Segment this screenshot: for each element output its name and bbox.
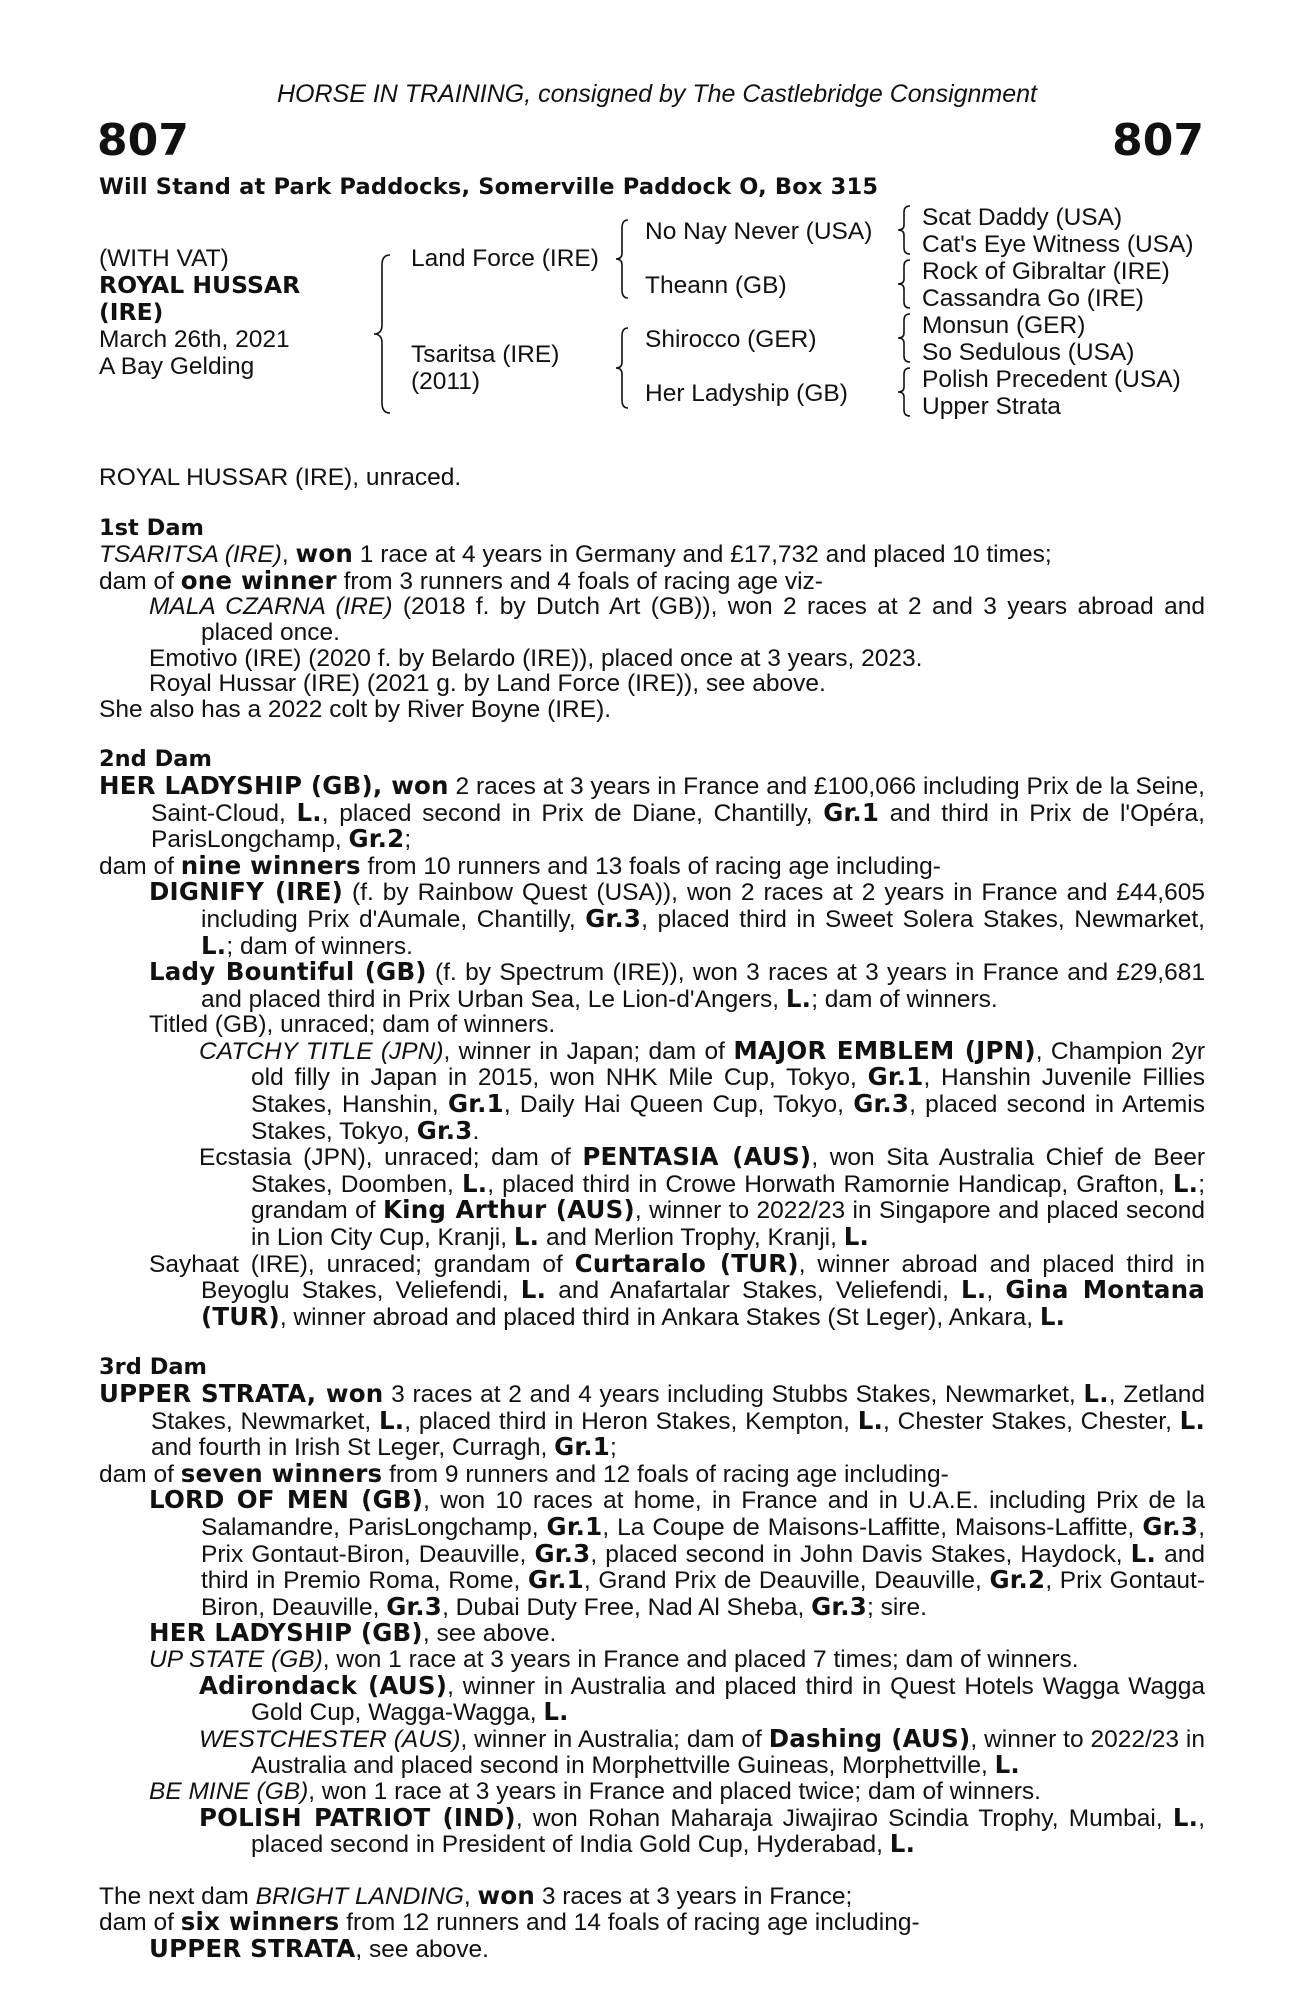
dam-dam: Her Ladyship (GB): [645, 380, 848, 407]
dam-sire: Shirocco (GER): [645, 326, 817, 353]
produce-entry: Emotivo (IRE) (2020 f. by Belardo (IRE)), placed once at 3 years, 2023.: [149, 644, 923, 672]
next-dam-record: The next dam BRIGHT LANDING, won 3 races at 3 years in France;: [99, 1880, 853, 1910]
ggp-3: Rock of Gibraltar (IRE): [922, 258, 1170, 285]
vat-note: (WITH VAT): [99, 245, 229, 272]
third-dam-produce-summary: dam of seven winners from 9 runners and 12 foals of racing age including-: [99, 1458, 949, 1488]
consignor-line: HORSE IN TRAINING, consigned by The Castlebridge Consignment: [276, 80, 1038, 108]
pedigree-bracket-sire: [614, 220, 632, 298]
pedigree-bracket-ggp-3: [896, 312, 914, 364]
produce-entry: Lady Bountiful (GB) (f. by Spectrum (IRE)), won 3 races at 3 years in France and £29,681 and placed third in Prix Urban Sea, Le Lion-d'Angers, L.; dam of winners.: [149, 957, 1205, 1013]
race-summary: ROYAL HUSSAR (IRE), unraced.: [99, 464, 462, 491]
produce-note: She also has a 2022 colt by River Boyne (IRE).: [99, 695, 612, 723]
pedigree-bracket-ggp-1: [896, 204, 914, 256]
pedigree-bracket-dam: [614, 328, 632, 408]
produce-entry: Ecstasia (JPN), unraced; dam of PENTASIA (AUS), won Sita Australia Chief de Beer Stakes, Doomben, L., placed third in Crowe Horwath Ramornie Handicap, Grafton, L.; grandam of King Arthur (AUS), winner to 2022/23 in Singapore and placed second in Lion City Cup, Kranji, L. and Merlion Trophy, Kranji, L.: [199, 1142, 1206, 1252]
produce-entry: MALA CZARNA (IRE) (2018 f. by Dutch Art (GB)), won 2 races at 2 and 3 years abroad and placed once.: [149, 593, 1205, 646]
ggp-2: Cat's Eye Witness (USA): [922, 231, 1194, 258]
horse-name-suffix: (IRE): [99, 298, 164, 326]
horse-name: ROYAL HUSSAR: [99, 271, 301, 299]
first-dam-name: TSARITSA (IRE): [99, 541, 282, 569]
produce-entry: LORD OF MEN (GB), won 10 races at home, in France and in U.A.E. including Prix de la Salamandre, ParisLongchamp, Gr.1, La Coupe de Maisons-Laffitte, Maisons-Laffitte, Gr.3, Prix Gontaut-Biron, Deauville, Gr.3, placed second in John Davis Stakes, Haydock, L. and third in Premio Roma, Rome, Gr.1, Grand Prix de Deauville, Deauville, Gr.2, Prix Gontaut-Biron, Deauville, Gr.3, Dubai Duty Free, Nad Al Sheba, Gr.3; sire.: [149, 1485, 1206, 1621]
first-dam-heading: 1st Dam: [99, 514, 204, 541]
dam: Tsaritsa (IRE): [411, 341, 560, 368]
ggp-5: Monsun (GER): [922, 312, 1086, 339]
first-dam-produce-summary: dam of one winner from 3 runners and 4 foals of racing age viz-: [99, 565, 823, 595]
produce-entry: Royal Hussar (IRE) (2021 g. by Land Force (IRE)), see above.: [149, 670, 826, 698]
produce-entry: UP STATE (GB), won 1 race at 3 years in France and placed 7 times; dam of winners.: [149, 1645, 1079, 1673]
third-dam-heading: 3rd Dam: [99, 1354, 207, 1381]
foaling-date: March 26th, 2021: [99, 326, 290, 353]
produce-entry: BE MINE (GB), won 1 race at 3 years in France and placed twice; dam of winners.: [149, 1777, 1041, 1805]
sire-dam: Theann (GB): [645, 272, 787, 299]
first-dam-record: TSARITSA (IRE), won 1 race at 4 years in Germany and £17,732 and placed 10 times;: [99, 539, 1052, 569]
produce-entry: Adirondack (AUS), winner in Australia and placed third in Quest Hotels Wagga Wagga Gold Cup, Wagga-Wagga, L.: [199, 1670, 1205, 1727]
lot-number-left: 807: [97, 115, 189, 166]
produce-entry: CATCHY TITLE (JPN), winner in Japan; dam of MAJOR EMBLEM (JPN), Champion 2yr old filly in Japan in 2015, won NHK Mile Cup, Tokyo, Gr.1, Hanshin Juvenile Fillies Stakes, Hanshin, Gr.1, Daily Hai Queen Cup, Tokyo, Gr.3, placed second in Artemis Stakes, Tokyo, Gr.3.: [199, 1035, 1205, 1145]
pedigree-bracket-ggp-4: [896, 366, 914, 418]
second-dam-produce-summary: dam of nine winners from 10 runners and 13 foals of racing age including-: [99, 850, 941, 880]
ggp-7: Polish Precedent (USA): [922, 366, 1181, 393]
lot-number-right: 807: [1112, 115, 1204, 166]
produce-entry: UPPER STRATA, see above.: [149, 1933, 489, 1963]
produce-entry: WESTCHESTER (AUS), winner in Australia; dam of Dashing (AUS), winner to 2022/23 in Australia and placed second in Morphettville Guineas, Morphettville, L.: [199, 1723, 1205, 1780]
sire-sire: No Nay Never (USA): [645, 218, 873, 245]
catalogue-body: [99, 465, 1205, 1962]
next-dam-produce-summary: dam of six winners from 12 runners and 14 foals of racing age including-: [99, 1907, 920, 1937]
pedigree-bracket-ggp-2: [896, 258, 914, 310]
second-dam-heading: 2nd Dam: [99, 746, 212, 773]
produce-entry: DIGNIFY (IRE) (f. by Rainbow Quest (USA)), won 2 races at 2 years in France and £44,605 including Prix d'Aumale, Chantilly, Gr.3, placed third in Sweet Solera Stakes, Newmarket, L.; dam of winners.: [149, 877, 1205, 960]
ggp-8: Upper Strata: [922, 393, 1061, 420]
produce-entry: POLISH PATRIOT (IND), won Rohan Maharaja Jiwajirao Scindia Trophy, Mumbai, L., placed second in President of India Gold Cup, Hyderabad, L.: [199, 1802, 1205, 1859]
stabling-line: Will Stand at Park Paddocks, Somerville Paddock O, Box 315: [99, 174, 879, 200]
ggp-4: Cassandra Go (IRE): [922, 285, 1144, 312]
produce-entry: Sayhaat (IRE), unraced; grandam of Curtaralo (TUR), winner abroad and placed third in Beyoglu Stakes, Veliefendi, L. and Anafartalar Stakes, Veliefendi, L., Gina Montana (TUR), winner abroad and placed third in Ankara Stakes (St Leger), Ankara, L.: [149, 1248, 1205, 1331]
second-dam-record: HER LADYSHIP (GB), won 2 races at 3 years in France and £100,066 including Prix de la Seine, Saint-Cloud, L., placed second in Prix de Diane, Chantilly, Gr.1 and third in Prix de l'Opéra, ParisLongchamp, Gr.2;: [99, 770, 1205, 854]
dam-foaled-year: (2011): [411, 368, 481, 395]
horse-description: A Bay Gelding: [99, 353, 255, 380]
produce-entry: Titled (GB), unraced; dam of winners.: [149, 1011, 556, 1039]
produce-entry: HER LADYSHIP (GB), see above.: [149, 1618, 557, 1648]
ggp-6: So Sedulous (USA): [922, 339, 1135, 366]
sire: Land Force (IRE): [411, 245, 599, 272]
pedigree-bracket-main: [372, 255, 396, 413]
third-dam-record: UPPER STRATA, won 3 races at 2 and 4 years including Stubbs Stakes, Newmarket, L., Zetland Stakes, Newmarket, L., placed third in Heron Stakes, Kempton, L., Chester Stakes, Chester, L. and fourth in Irish St Leger, Curragh, Gr.1;: [99, 1379, 1205, 1462]
ggp-1: Scat Daddy (USA): [922, 204, 1123, 231]
